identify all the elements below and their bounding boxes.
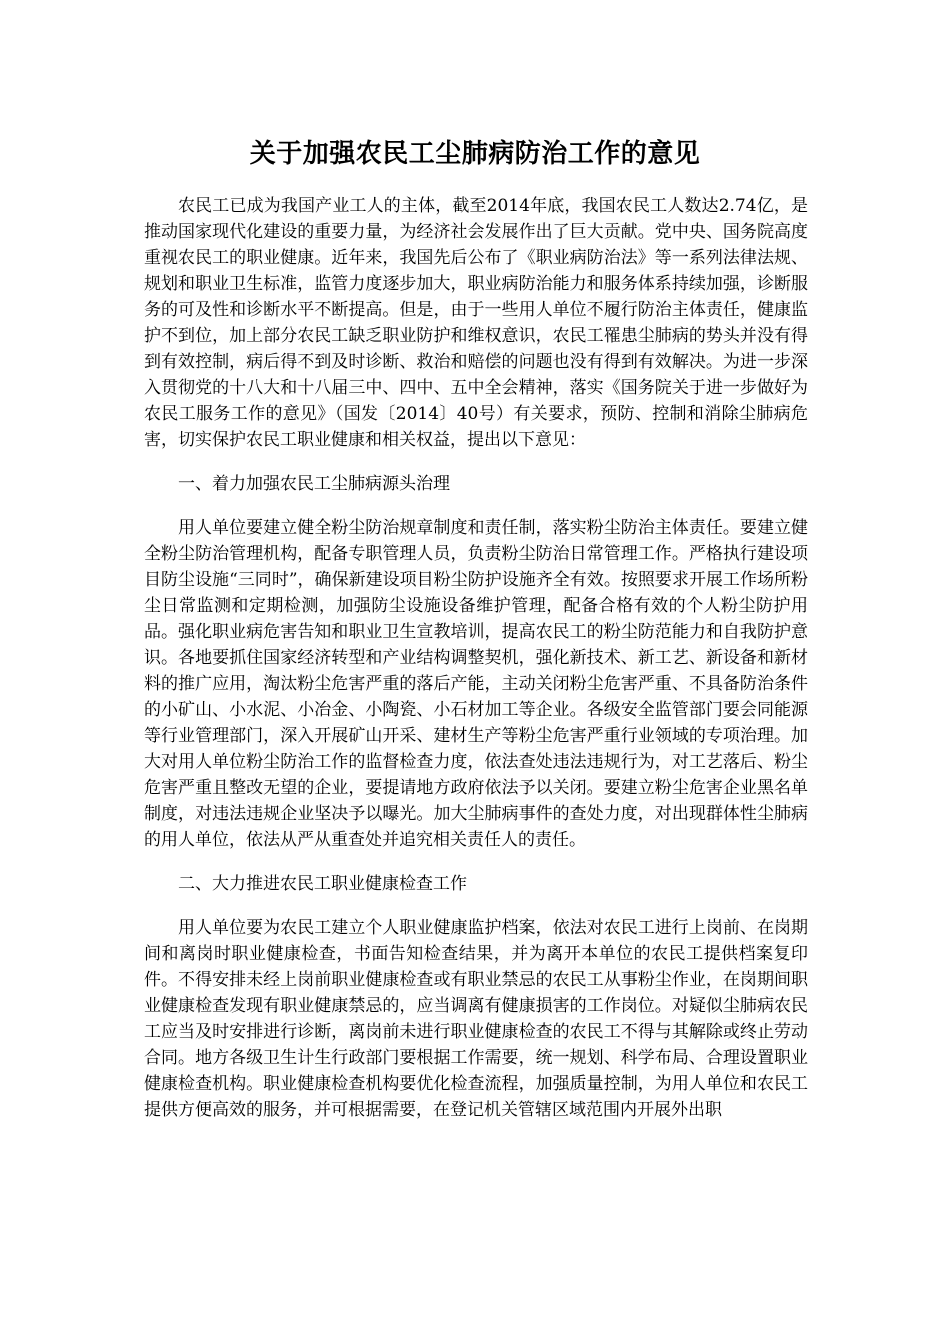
section-2-heading: 二、大力推进农民工职业健康检查工作 — [178, 874, 467, 894]
document-body — [144, 193, 808, 1123]
intro-paragraph: 农民工已成为我国产业工人的主体，截至2014年底，我国农民工人数达2.74亿，是推动国家现代化建设的重要力量，为经济社会发展作出了巨大贡献。党中央、国务院高度重视农民工的职业健康。近年来，我国先后公布了《职业病防治法》等一系列法律法规、规划和职业卫生标准，监管力度逐步加大，职业病防治能力和服务体系持续加强，诊断服务的可及性和诊断水平不断提高。但是，由于一些用人单位不履行防治主体责任，健康监护不到位，加上部分农民工缺乏职业防护和维权意识，农民工罹患尘肺病的势头并没有得到有效控制，病后得不到及时诊断、救治和赔偿的问题也没有得到有效解决。为进一步深入贯彻党的十八大和十八届三中、四中、五中全会精神，落实《国务院关于进一步做好为农民工服务工作的意见》（国发〔2014〕40号）有关要求，预防、控制和消除尘肺病危害，切实保护农民工职业健康和相关权益，提出以下意见： — [144, 196, 808, 450]
document-title: 关于加强农民工尘肺病防治工作的意见 — [249, 139, 701, 169]
section-1-body: 用人单位要建立健全粉尘防治规章制度和责任制，落实粉尘防治主体责任。要建立健全粉尘防治管理机构，配备专职管理人员，负责粉尘防治日常管理工作。严格执行建设项目防尘设施“三同时”，确保新建设项目粉尘防护设施齐全有效。按照要求开展工作场所粉尘日常监测和定期检测，加强防尘设施设备维护管理，配备合格有效的个人粉尘防护用品。强化职业病危害告知和职业卫生宣教培训，提高农民工的粉尘防范能力和自我防护意识。各地要抓住国家经济转型和产业结构调整契机，强化新技术、新工艺、新设备和新材料的推广应用，淘汰粉尘危害严重的落后产能，主动关闭粉尘危害严重、不具备防治条件的小矿山、小水泥、小冶金、小陶瓷、小石材加工等企业。各级安全监管部门要会同能源等行业管理部门，深入开展矿山开采、建材生产等粉尘危害严重行业领域的专项治理。加大对用人单位粉尘防治工作的监督检查力度，依法查处违法违规行为，对工艺落后、粉尘危害严重且整改无望的企业，要提请地方政府依法予以关闭。要建立粉尘危害企业黑名单制度，对违法违规企业坚决予以曝光。加大尘肺病事件的查处力度，对出现群体性尘肺病的用人单位，依法从严从重查处并追究相关责任人的责任。 — [144, 518, 808, 850]
section-1-heading: 一、着力加强农民工尘肺病源头治理 — [178, 474, 450, 494]
section-2-body: 用人单位要为农民工建立个人职业健康监护档案，依法对农民工进行上岗前、在岗期间和离岗时职业健康检查，书面告知检查结果，并为离开本单位的农民工提供档案复印件。不得安排未经上岗前职业健康检查或有职业禁忌的农民工从事粉尘作业，在岗期间职业健康检查发现有职业健康禁忌的，应当调离有健康损害的工作岗位。对疑似尘肺病农民工应当及时安排进行诊断，离岗前未进行职业健康检查的农民工不得与其解除或终止劳动合同。地方各级卫生计生行政部门要根据工作需要，统一规划、科学布局、合理设置职业健康检查机构。职业健康检查机构要优化检查流程，加强质量控制，为用人单位和农民工提供方便高效的服务，并可根据需要，在登记机关管辖区域范围内开展外出职 — [144, 918, 808, 1120]
